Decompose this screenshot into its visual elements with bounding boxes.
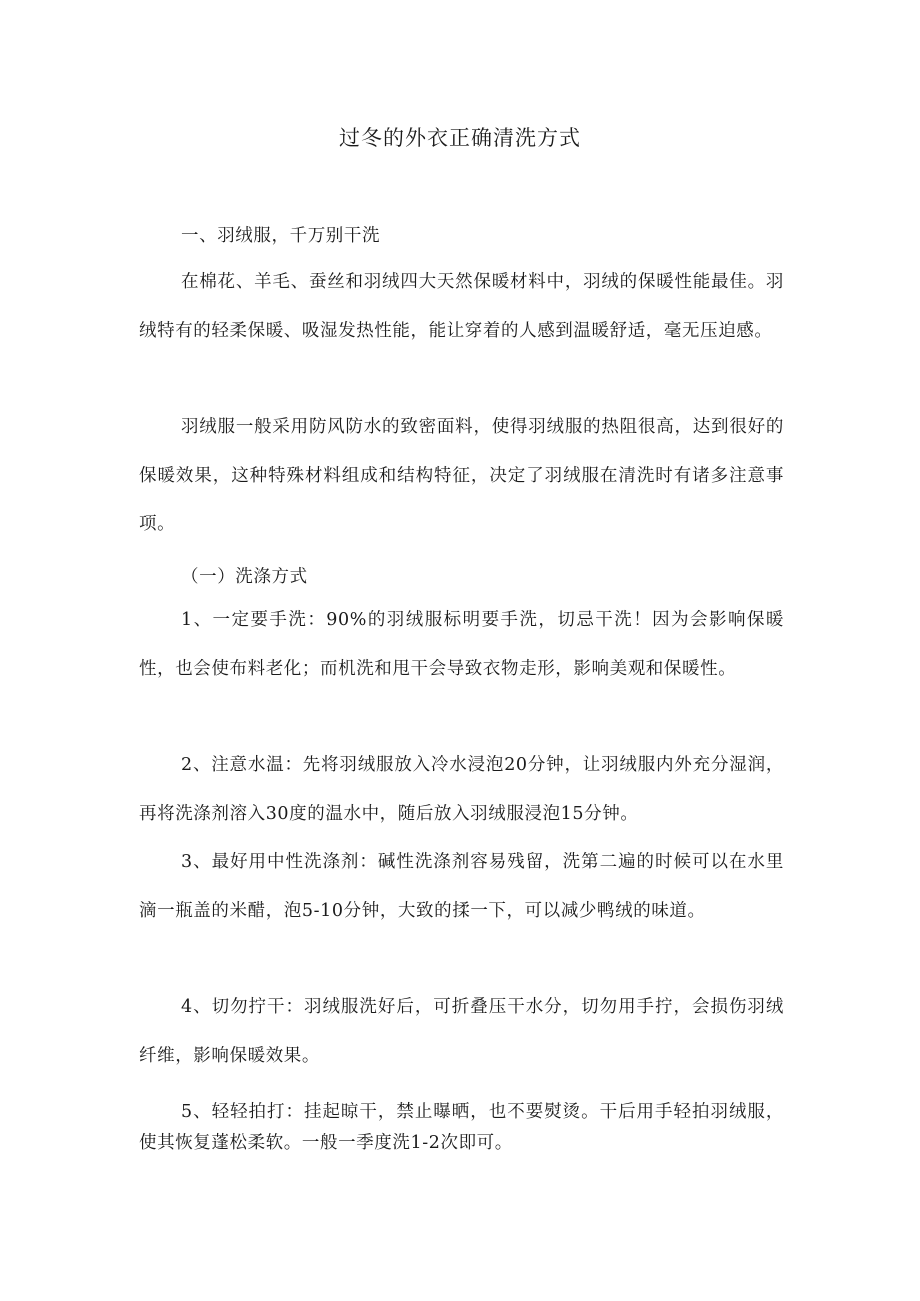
item-water-temperature: 2、注意水温：先将羽绒服放入冷水浸泡20分钟，让羽绒服内外充分湿润，再将洗涤剂溶入30度的温水中，随后放入羽绒服浸泡15分钟。	[139, 755, 784, 824]
document-title: 过冬的外衣正确清洗方式	[339, 126, 581, 150]
paragraph-down-fabric: 羽绒服一般采用防风防水的致密面料，使得羽绒服的热阻很高，达到很好的保暖效果，这种特殊材料组成和结构特征，决定了羽绒服在清洗时有诸多注意事项。	[139, 417, 784, 534]
section-heading: 一、羽绒服，千万别干洗	[181, 226, 381, 246]
item-gentle-patting: 5、轻轻拍打：挂起晾干，禁止曝晒，也不要熨烫。干后用手轻拍羽绒服，使其恢复蓬松柔软。一般一季度洗1-2次即可。	[139, 1102, 784, 1153]
subheading-washing-method: （一）洗涤方式	[181, 567, 308, 587]
item-hand-wash: 1、一定要手洗：90%的羽绒服标明要手洗，切忌干洗！因为会影响保暖性，也会使布料老化；而机洗和甩干会导致衣物走形，影响美观和保暖性。	[139, 610, 784, 679]
item-neutral-detergent: 3、最好用中性洗涤剂：碱性洗涤剂容易残留，洗第二遍的时候可以在水里滴一瓶盖的米醋，泡5-10分钟，大致的揉一下，可以减少鸭绒的味道。	[139, 852, 784, 921]
item-no-wringing: 4、切勿拧干：羽绒服洗好后，可折叠压干水分，切勿用手拧，会损伤羽绒纤维，影响保暖效果。	[139, 997, 784, 1066]
paragraph-down-warmth: 在棉花、羊毛、蚕丝和羽绒四大天然保暖材料中，羽绒的保暖性能最佳。羽绒特有的轻柔保暖、吸湿发热性能，能让穿着的人感到温暖舒适，毫无压迫感。	[139, 272, 784, 341]
